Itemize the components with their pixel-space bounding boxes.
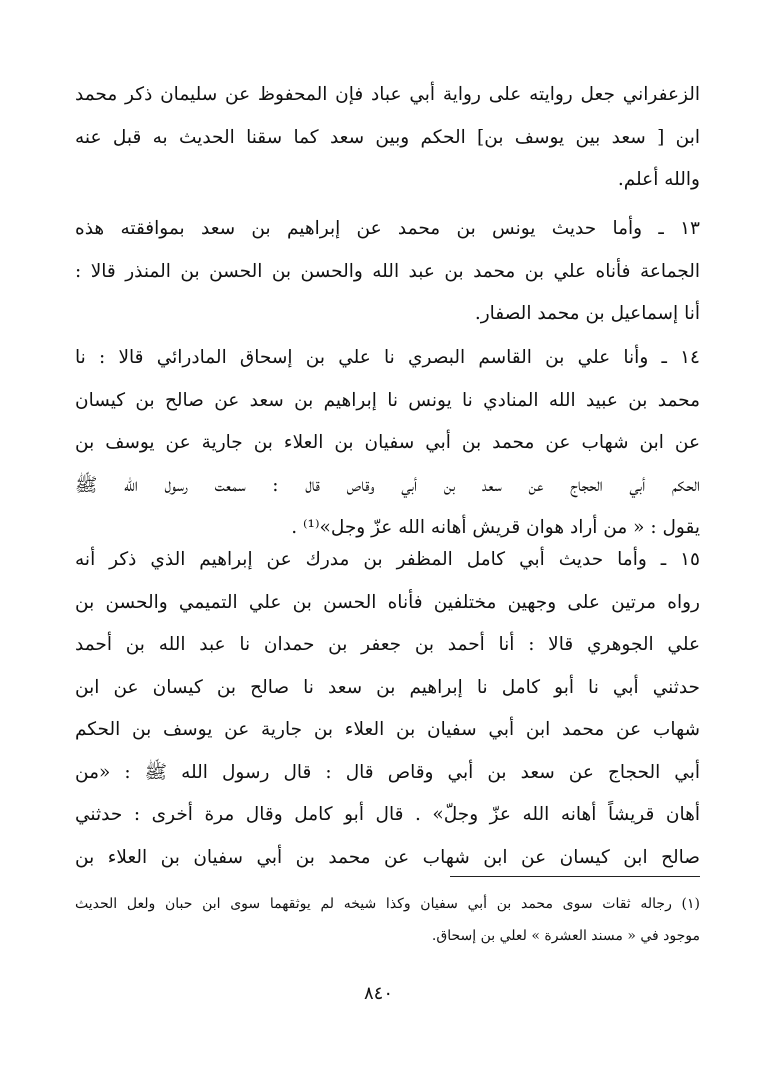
text-line: ١٤ ـ وأنا علي بن القاسم البصري نا علي بن إسحاق المادرائي قالا : نا: [75, 347, 700, 368]
paragraph-13: [75, 208, 700, 336]
footnote-divider: [450, 876, 700, 877]
text-line: صالح ابن كيسان عن ابن شهاب عن محمد بن أبي سفيان بن العلاء بن: [75, 846, 700, 868]
text-line: الحكم أبي الحجاج عن سعد بن أبي وقاص قال : سمعت رسول الله ﷺ: [75, 474, 700, 496]
text-line: ابن [ سعد بين يوسف بن] الحكم وبين سعد كما سقنا الحديث به قبل عنه: [75, 126, 700, 148]
text-line: يقول : « من أراد هوان قريش أهانه الله عزّ وجل»⁽¹⁾ .: [291, 517, 700, 538]
text-line: حدثني أبي نا أبو كامل نا إبراهيم بن سعد نا صالح بن كيسان عن ابن: [75, 676, 700, 698]
footnote-line: (١) رجاله ثقات سوى محمد بن أبي سفيان وكذا شيخه لم يوثقهما سوى ابن حبان ولعل الحديث: [75, 896, 700, 912]
paragraph-14: [75, 337, 700, 550]
text-line: أهان قريشاً أهانه الله عزّ وجلّ» . قال أبو كامل وقال مرة أخرى : حدثني: [75, 804, 700, 825]
footnote-line: موجود في « مسند العشرة » لعلي بن إسحاق.: [431, 928, 700, 944]
text-line: الزعفراني جعل روايته على رواية أبي عباد فإن المحفوظ عن سليمان ذكر محمد: [75, 84, 700, 105]
paragraph-continuation: [75, 74, 700, 202]
text-line: علي الجوهري قالا : أنا أحمد بن جعفر بن حمدان نا عبد الله بن أحمد: [75, 634, 700, 655]
text-line: الجماعة فأناه علي بن محمد بن عبد الله والحسن بن الحسن بن المنذر قالا :: [75, 260, 700, 282]
text-line: أبي الحجاج عن سعد بن أبي وقاص قال : قال رسول الله ﷺ : «من: [75, 761, 700, 783]
text-line: شهاب عن محمد ابن أبي سفيان بن العلاء بن جارية عن يوسف بن الحكم: [75, 719, 700, 740]
text-line: عن ابن شهاب عن محمد بن أبي سفيان بن العلاء بن جارية عن يوسف بن: [75, 432, 700, 453]
footnotes: [75, 888, 700, 952]
text-line: رواه مرتين على وجهين مختلفين فأناه الحسن بن علي التميمي والحسن بن: [75, 591, 700, 613]
text-line: ١٣ ـ وأما حديث يونس بن محمد عن إبراهيم بن سعد بموافقته هذه: [75, 218, 700, 239]
text-line: ١٥ ـ وأما حديث أبي كامل المظفر بن مدرك عن إبراهيم الذي ذكر أنه: [75, 549, 700, 570]
paragraph-15: [75, 539, 700, 879]
page-number: ٨٤٠: [363, 983, 393, 1004]
text-line: أنا إسماعيل بن محمد الصفار.: [474, 303, 700, 324]
text-line: والله أعلم.: [617, 169, 700, 190]
text-line: محمد بن عبيد الله المنادي نا يونس نا إبراهيم بن سعد عن صالح بن كيسان: [75, 389, 700, 411]
